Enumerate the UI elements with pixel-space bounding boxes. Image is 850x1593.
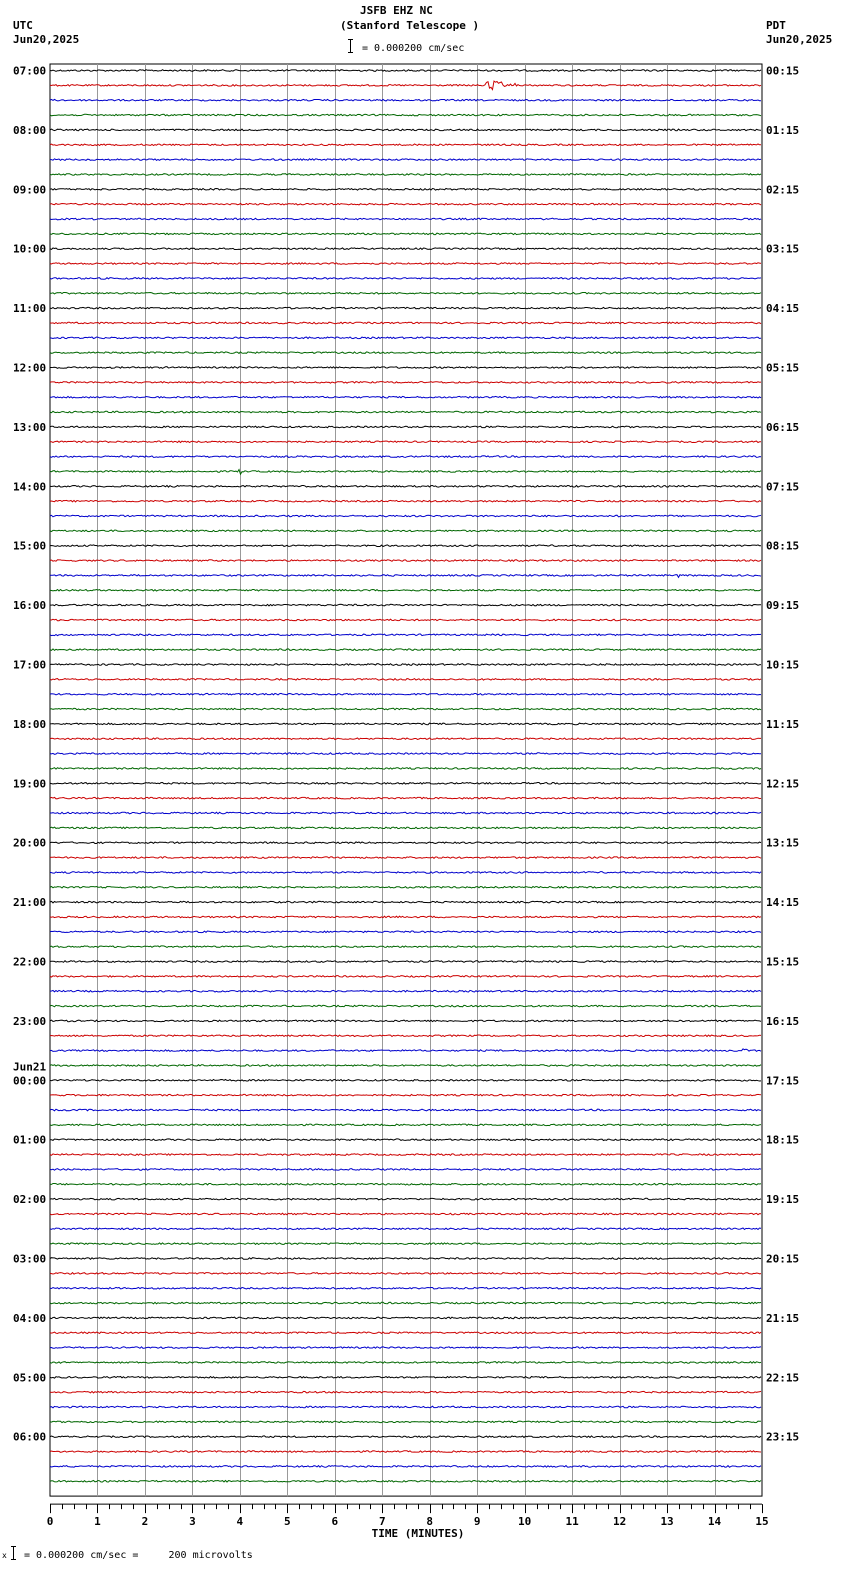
trace-58 xyxy=(50,931,761,933)
trace-30 xyxy=(50,515,761,517)
trace-39 xyxy=(50,649,761,651)
utc-hour-label: 09:00 xyxy=(13,183,47,197)
trace-51 xyxy=(50,827,761,829)
trace-87 xyxy=(50,1362,761,1364)
trace-50 xyxy=(50,812,761,814)
pdt-hour-label: 07:15 xyxy=(766,480,800,494)
utc-hour-label: 13:00 xyxy=(13,420,47,434)
trace-38 xyxy=(50,634,761,636)
trace-20 xyxy=(50,367,761,369)
x-tick-label: 6 xyxy=(331,1515,339,1529)
trace-31 xyxy=(50,530,761,532)
trace-0 xyxy=(50,70,761,72)
trace-88 xyxy=(50,1377,761,1379)
utc-hour-label: 02:00 xyxy=(13,1193,47,1207)
trace-33 xyxy=(50,560,761,562)
trace-41 xyxy=(50,679,761,681)
left-timezone: UTC xyxy=(13,19,33,32)
utc-hour-label: 17:00 xyxy=(13,658,47,672)
trace-82 xyxy=(50,1287,761,1289)
trace-14 xyxy=(50,278,761,280)
trace-85 xyxy=(50,1332,761,1334)
trace-77 xyxy=(50,1213,761,1215)
trace-55 xyxy=(50,887,761,889)
trace-4 xyxy=(50,129,761,131)
trace-21 xyxy=(50,382,761,384)
trace-93 xyxy=(50,1451,761,1453)
pdt-hour-label: 09:15 xyxy=(766,599,800,613)
date-change-label: Jun21 xyxy=(13,1060,47,1074)
x-tick-label: 7 xyxy=(378,1515,386,1529)
pdt-hour-label: 14:15 xyxy=(766,896,800,910)
trace-7 xyxy=(50,174,761,176)
trace-64 xyxy=(50,1020,761,1022)
trace-56 xyxy=(50,901,761,903)
trace-18 xyxy=(50,337,761,339)
trace-2 xyxy=(50,99,761,101)
trace-28 xyxy=(50,486,761,488)
trace-35 xyxy=(50,590,761,592)
pdt-hour-label: 20:15 xyxy=(766,1252,800,1266)
trace-6 xyxy=(50,159,761,161)
x-tick-label: 3 xyxy=(189,1515,196,1529)
utc-hour-label: 08:00 xyxy=(13,123,47,137)
x-axis-title: TIME (MINUTES) xyxy=(371,1527,465,1540)
pdt-hour-label: 11:15 xyxy=(766,717,800,731)
trace-75 xyxy=(50,1184,761,1186)
utc-hour-label: 18:00 xyxy=(13,717,47,731)
pdt-hour-label: 22:15 xyxy=(766,1371,800,1385)
x-tick-label: 0 xyxy=(46,1515,54,1529)
left-date: Jun20,2025 xyxy=(13,33,80,46)
pdt-hour-label: 16:15 xyxy=(766,1014,800,1028)
trace-47 xyxy=(50,768,761,770)
pdt-hour-label: 23:15 xyxy=(766,1430,800,1444)
trace-3 xyxy=(50,114,761,116)
utc-hour-label: 05:00 xyxy=(13,1371,47,1385)
trace-22 xyxy=(50,396,761,398)
trace-37 xyxy=(50,619,761,621)
pdt-hour-label: 21:15 xyxy=(766,1311,800,1325)
trace-54 xyxy=(50,872,761,874)
x-tick-label: 10 xyxy=(518,1515,532,1529)
trace-34 xyxy=(50,575,761,578)
trace-84 xyxy=(50,1317,761,1319)
pdt-hour-label: 13:15 xyxy=(766,836,800,850)
trace-73 xyxy=(50,1154,761,1156)
pdt-hour-label: 15:15 xyxy=(766,955,800,969)
utc-hour-label: 16:00 xyxy=(13,599,47,613)
trace-81 xyxy=(50,1273,761,1275)
trace-86 xyxy=(50,1347,761,1349)
trace-32 xyxy=(50,545,761,547)
trace-16 xyxy=(50,307,761,309)
trace-25 xyxy=(50,441,761,443)
trace-90 xyxy=(50,1406,761,1408)
trace-60 xyxy=(50,961,761,963)
trace-46 xyxy=(50,753,761,755)
x-tick-label: 11 xyxy=(565,1515,579,1529)
trace-26 xyxy=(50,456,761,458)
x-tick-label: 4 xyxy=(236,1515,244,1529)
trace-71 xyxy=(50,1124,761,1126)
pdt-hour-label: 00:15 xyxy=(766,64,800,78)
trace-1 xyxy=(50,81,761,90)
utc-hour-label: 01:00 xyxy=(13,1133,47,1147)
trace-13 xyxy=(50,263,761,265)
utc-hour-label: 20:00 xyxy=(13,836,47,850)
trace-12 xyxy=(50,248,761,250)
trace-15 xyxy=(50,293,761,295)
utc-hour-label: 11:00 xyxy=(13,302,47,316)
utc-hour-label: 00:00 xyxy=(13,1074,47,1088)
trace-78 xyxy=(50,1228,761,1230)
utc-hour-label: 06:00 xyxy=(13,1430,47,1444)
x-tick-label: 12 xyxy=(612,1515,627,1529)
trace-61 xyxy=(50,976,761,978)
x-tick-label: 9 xyxy=(473,1515,481,1529)
utc-hour-label: 03:00 xyxy=(13,1252,47,1266)
trace-23 xyxy=(50,411,761,413)
trace-91 xyxy=(50,1421,761,1423)
trace-8 xyxy=(50,189,761,191)
x-tick-label: 14 xyxy=(707,1515,722,1529)
x-tick-label: 1 xyxy=(94,1515,101,1529)
trace-68 xyxy=(50,1080,761,1082)
trace-52 xyxy=(50,842,761,844)
pdt-hour-label: 17:15 xyxy=(766,1074,800,1088)
station-title: JSFB EHZ NC xyxy=(360,4,433,17)
trace-40 xyxy=(50,664,761,666)
footer-marker: x xyxy=(2,1551,7,1560)
trace-79 xyxy=(50,1243,761,1245)
trace-48 xyxy=(50,783,761,785)
trace-66 xyxy=(50,1049,761,1052)
utc-hour-label: 14:00 xyxy=(13,480,47,494)
utc-hour-label: 21:00 xyxy=(13,896,47,910)
right-date: Jun20,2025 xyxy=(766,33,833,46)
utc-hour-label: 15:00 xyxy=(13,539,47,553)
trace-44 xyxy=(50,723,761,725)
pdt-hour-label: 19:15 xyxy=(766,1193,800,1207)
trace-10 xyxy=(50,218,761,220)
trace-74 xyxy=(50,1169,761,1171)
pdt-hour-label: 03:15 xyxy=(766,242,800,256)
x-tick-label: 2 xyxy=(141,1515,149,1529)
utc-hour-label: 19:00 xyxy=(13,777,47,791)
pdt-hour-label: 05:15 xyxy=(766,361,800,375)
trace-43 xyxy=(50,708,761,710)
trace-62 xyxy=(50,990,761,992)
trace-92 xyxy=(50,1436,761,1438)
trace-80 xyxy=(50,1258,761,1260)
trace-65 xyxy=(50,1035,761,1037)
pdt-hour-label: 06:15 xyxy=(766,420,800,434)
trace-17 xyxy=(50,322,761,324)
pdt-hour-label: 12:15 xyxy=(766,777,800,791)
station-location: (Stanford Telescope ) xyxy=(340,19,480,32)
trace-36 xyxy=(50,604,761,606)
trace-29 xyxy=(50,500,761,502)
trace-95 xyxy=(50,1481,761,1483)
trace-45 xyxy=(50,738,761,740)
utc-hour-label: 10:00 xyxy=(13,242,47,256)
trace-89 xyxy=(50,1391,761,1393)
trace-83 xyxy=(50,1302,761,1304)
utc-hour-label: 07:00 xyxy=(13,64,47,78)
trace-5 xyxy=(50,144,761,146)
pdt-hour-label: 18:15 xyxy=(766,1133,800,1147)
footer-scale-note: = 0.000200 cm/sec = 200 microvolts xyxy=(24,1550,253,1561)
x-tick-label: 15 xyxy=(755,1515,769,1529)
scale-label: = 0.000200 cm/sec xyxy=(362,43,465,54)
footer-scale-icon xyxy=(11,1545,17,1561)
trace-72 xyxy=(50,1139,761,1141)
x-tick-label: 8 xyxy=(426,1515,434,1529)
utc-hour-label: 12:00 xyxy=(13,361,47,375)
trace-49 xyxy=(50,797,761,799)
trace-94 xyxy=(50,1466,761,1468)
utc-hour-label: 22:00 xyxy=(13,955,47,969)
right-timezone: PDT xyxy=(766,19,786,32)
x-tick-label: 13 xyxy=(660,1515,674,1529)
trace-24 xyxy=(50,426,761,428)
trace-42 xyxy=(50,693,761,695)
trace-70 xyxy=(50,1109,761,1111)
x-tick-label: 5 xyxy=(284,1515,291,1529)
pdt-hour-label: 04:15 xyxy=(766,302,800,316)
trace-63 xyxy=(50,1005,761,1007)
trace-76 xyxy=(50,1198,761,1200)
trace-69 xyxy=(50,1094,761,1096)
pdt-hour-label: 10:15 xyxy=(766,658,800,672)
trace-11 xyxy=(50,233,761,235)
trace-19 xyxy=(50,352,761,354)
trace-59 xyxy=(50,946,761,948)
pdt-hour-label: 02:15 xyxy=(766,183,800,197)
pdt-hour-label: 01:15 xyxy=(766,123,800,137)
trace-27 xyxy=(50,470,761,475)
utc-hour-label: 23:00 xyxy=(13,1014,47,1028)
trace-57 xyxy=(50,916,761,918)
trace-67 xyxy=(50,1065,761,1067)
trace-53 xyxy=(50,857,761,859)
utc-hour-label: 04:00 xyxy=(13,1311,47,1325)
pdt-hour-label: 08:15 xyxy=(766,539,800,553)
trace-9 xyxy=(50,203,761,205)
